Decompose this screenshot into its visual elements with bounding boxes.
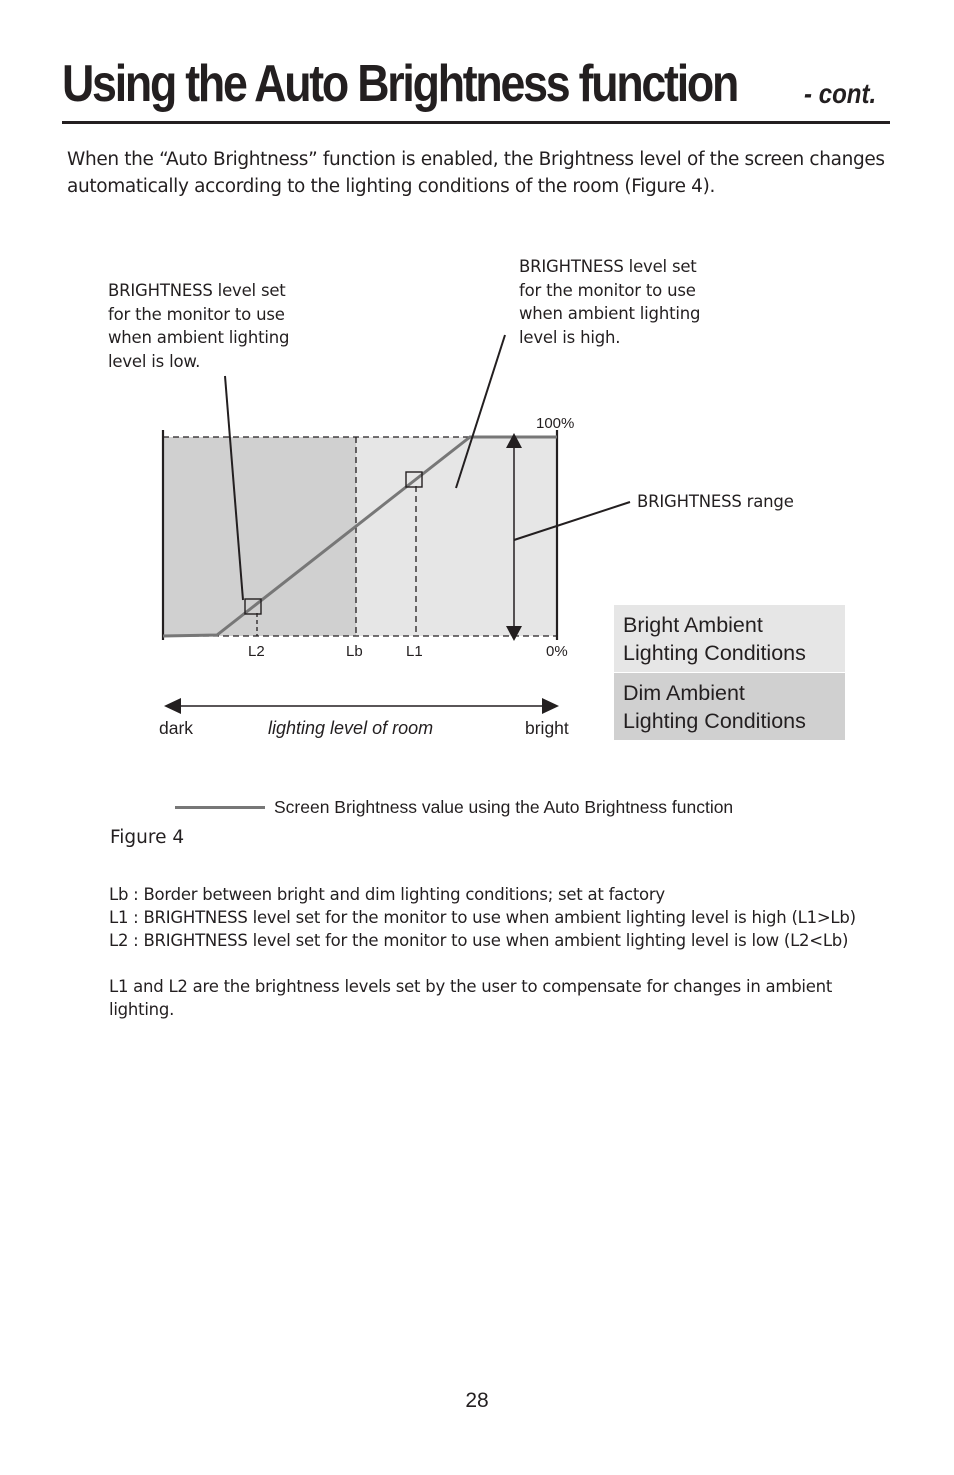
note-lb: Lb : Border between bright and dim lighting conditions; set at factory [109,885,665,904]
note-summary: L1 and L2 are the brightness levels set by the user to compensate for changes in ambient lighting. [109,977,833,1019]
axis-label-center: lighting level of room [268,718,434,738]
note-l2: L2 : BRIGHTNESS level set for the monitor to use when ambient lighting level is low (L2<Lb) [109,931,849,950]
line-key [175,797,795,821]
callout-high: BRIGHTNESS level set for the monitor to use when ambient lighting level is high. [519,257,701,347]
label-0-percent: 0% [546,643,568,660]
note-l1: L1 : BRIGHTNESS level set for the monitor to use when ambient lighting level is high (L1>Lb) [109,908,856,927]
legend-dim-ambient: Dim Ambient Lighting Conditions [614,673,845,740]
tick-l1: L1 [406,643,423,660]
tick-lb: Lb [346,643,363,660]
callout-low: BRIGHTNESS level set for the monitor to use when ambient lighting level is low. [108,281,290,371]
definitions [109,883,889,1021]
tick-l2: L2 [248,643,265,660]
figure-caption: Figure 4 [110,827,185,848]
axis-label-dark: dark [159,718,194,738]
title-continued: - cont. [804,78,877,109]
key-line-swatch [175,806,265,809]
legend-bright-ambient: Bright Ambient Lighting Conditions [614,605,845,672]
dim-region [163,437,356,636]
range-label: BRIGHTNESS range [637,492,794,511]
title-text: Using the Auto Brightness function [62,55,738,113]
axis-label-bright: bright [525,718,569,738]
arrow-right-icon [542,698,559,714]
key-text: Screen Brightness value using the Auto Brightness function [274,797,734,817]
intro-paragraph: When the “Auto Brightness” function is enabled, the Brightness level of the screen changes automatically according to the lighting conditions of the room (Figure 4). [67,149,885,197]
label-100-percent: 100% [536,415,575,432]
page-number: 28 [465,1389,489,1412]
arrow-left-icon [164,698,181,714]
